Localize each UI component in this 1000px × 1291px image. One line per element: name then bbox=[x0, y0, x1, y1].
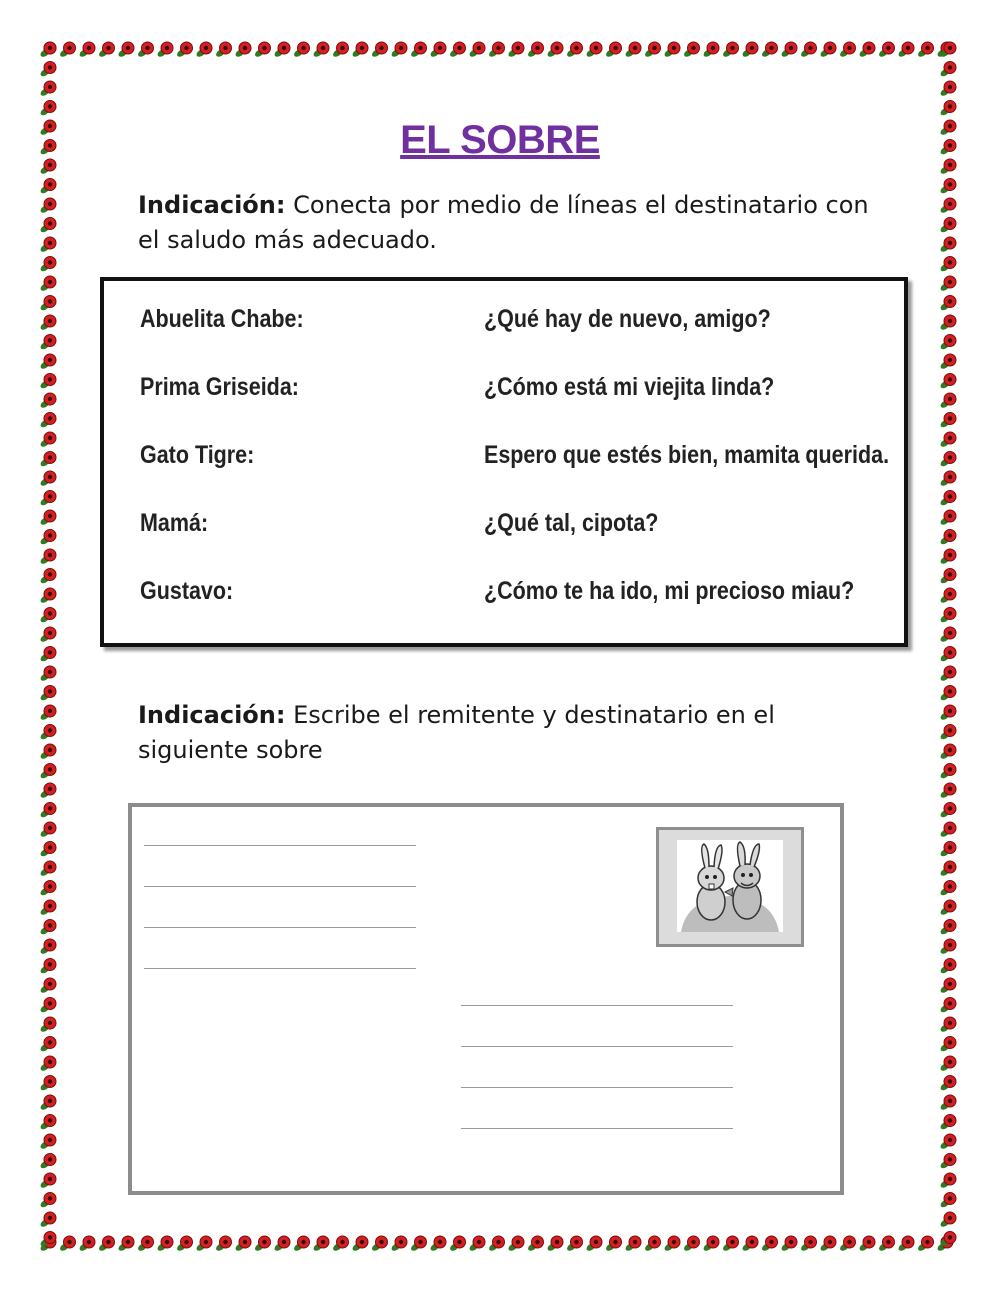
border-flower-icon bbox=[351, 42, 368, 58]
border-flower-icon bbox=[312, 42, 329, 58]
border-flower-icon bbox=[878, 1236, 895, 1252]
border-flower-icon bbox=[761, 1236, 778, 1252]
border-flower-icon bbox=[939, 861, 956, 877]
border-flower-icon bbox=[254, 42, 271, 58]
matching-row bbox=[140, 571, 855, 611]
border-flower-icon bbox=[939, 315, 956, 331]
border-flower-icon bbox=[332, 42, 349, 58]
border-flower-icon bbox=[939, 413, 956, 429]
border-flower-icon bbox=[195, 42, 212, 58]
border-flower-icon bbox=[39, 881, 56, 897]
border-flower-icon bbox=[939, 686, 956, 702]
border-flower-icon bbox=[468, 1236, 485, 1252]
border-flower-icon bbox=[332, 1236, 349, 1252]
border-flower-icon bbox=[98, 1236, 115, 1252]
border-flower-icon bbox=[39, 374, 56, 390]
border-flower-icon bbox=[939, 452, 956, 468]
border-flower-icon bbox=[897, 42, 914, 58]
border-flower-icon bbox=[39, 276, 56, 292]
matching-box bbox=[100, 277, 908, 647]
border-flower-icon bbox=[939, 276, 956, 292]
border-flower-icon bbox=[59, 42, 76, 58]
border-flower-icon bbox=[195, 1236, 212, 1252]
border-flower-icon bbox=[683, 42, 700, 58]
border-flower-icon bbox=[449, 1236, 466, 1252]
border-flower-icon bbox=[939, 549, 956, 565]
border-flower-icon bbox=[939, 179, 956, 195]
border-flower-icon bbox=[839, 42, 856, 58]
border-flower-icon bbox=[39, 705, 56, 721]
border-flower-icon bbox=[939, 198, 956, 214]
border-flower-icon bbox=[39, 354, 56, 370]
border-flower-icon bbox=[39, 218, 56, 234]
bunnies-stamp-icon bbox=[677, 840, 783, 932]
border-flower-icon bbox=[488, 1236, 505, 1252]
border-flower-icon bbox=[39, 296, 56, 312]
border-flower-icon bbox=[410, 42, 427, 58]
instruction-text: Escribe el remitente y destinatario en el siguiente sobre bbox=[138, 701, 775, 764]
border-flower-icon bbox=[546, 42, 563, 58]
border-flower-icon bbox=[39, 510, 56, 526]
envelope bbox=[128, 803, 844, 1195]
border-flower-icon bbox=[39, 627, 56, 643]
recipient-label[interactable]: Prima Griseida: bbox=[140, 373, 299, 401]
border-flower-icon bbox=[78, 42, 95, 58]
border-flower-icon bbox=[234, 1236, 251, 1252]
border-flower-icon bbox=[939, 920, 956, 936]
border-flower-icon bbox=[39, 315, 56, 331]
border-flower-icon bbox=[939, 393, 956, 409]
border-flower-icon bbox=[39, 861, 56, 877]
border-flower-icon bbox=[254, 1236, 271, 1252]
border-flower-icon bbox=[939, 998, 956, 1014]
border-flower-icon bbox=[939, 666, 956, 682]
border-flower-icon bbox=[39, 237, 56, 253]
flower-border-left bbox=[38, 38, 60, 1254]
instruction-text: Conecta por medio de líneas el destinatario con el saludo más adecuado. bbox=[138, 191, 869, 254]
border-flower-icon bbox=[939, 81, 956, 97]
border-flower-icon bbox=[39, 1095, 56, 1111]
border-flower-icon bbox=[939, 900, 956, 916]
border-flower-icon bbox=[312, 1236, 329, 1252]
border-flower-icon bbox=[585, 1236, 602, 1252]
border-flower-icon bbox=[527, 42, 544, 58]
border-flower-icon bbox=[39, 1115, 56, 1131]
sender-line[interactable] bbox=[144, 845, 416, 846]
border-flower-icon bbox=[59, 1236, 76, 1252]
border-flower-icon bbox=[939, 783, 956, 799]
border-flower-icon bbox=[39, 744, 56, 760]
matching-row bbox=[140, 367, 802, 407]
border-flower-icon bbox=[939, 354, 956, 370]
border-flower-icon bbox=[878, 42, 895, 58]
border-flower-icon bbox=[566, 1236, 583, 1252]
border-flower-icon bbox=[98, 42, 115, 58]
border-flower-icon bbox=[858, 42, 875, 58]
recipient-line[interactable] bbox=[461, 1128, 733, 1129]
border-flower-icon bbox=[273, 1236, 290, 1252]
border-flower-icon bbox=[917, 1236, 934, 1252]
border-flower-icon bbox=[939, 101, 956, 117]
instruction-envelope bbox=[138, 698, 878, 768]
stamp bbox=[656, 827, 804, 947]
recipient-line[interactable] bbox=[461, 1046, 733, 1047]
border-flower-icon bbox=[939, 471, 956, 487]
border-flower-icon bbox=[176, 42, 193, 58]
border-flower-icon bbox=[39, 959, 56, 975]
border-flower-icon bbox=[800, 42, 817, 58]
border-flower-icon bbox=[819, 42, 836, 58]
border-flower-icon bbox=[939, 588, 956, 604]
matching-row bbox=[140, 503, 802, 543]
border-flower-icon bbox=[429, 42, 446, 58]
border-flower-icon bbox=[819, 1236, 836, 1252]
border-flower-icon bbox=[939, 842, 956, 858]
border-flower-icon bbox=[234, 42, 251, 58]
border-flower-icon bbox=[800, 1236, 817, 1252]
border-flower-icon bbox=[939, 62, 956, 78]
greeting-label[interactable]: Espero que estés bien, mamita querida. bbox=[484, 441, 890, 469]
border-flower-icon bbox=[39, 471, 56, 487]
greeting-label[interactable]: ¿Cómo te ha ido, mi precioso miau? bbox=[484, 577, 855, 605]
border-flower-icon bbox=[722, 42, 739, 58]
border-flower-icon bbox=[351, 1236, 368, 1252]
border-flower-icon bbox=[39, 1173, 56, 1189]
border-flower-icon bbox=[39, 491, 56, 507]
instruction-matching bbox=[138, 188, 878, 258]
border-flower-icon bbox=[939, 491, 956, 507]
instruction-label: Indicación: bbox=[138, 191, 286, 219]
border-flower-icon bbox=[39, 393, 56, 409]
border-flower-icon bbox=[939, 510, 956, 526]
border-flower-icon bbox=[39, 1076, 56, 1092]
border-flower-icon bbox=[39, 1154, 56, 1170]
border-flower-icon bbox=[605, 42, 622, 58]
border-flower-icon bbox=[939, 1212, 956, 1228]
greeting-label[interactable]: ¿Qué tal, cipota? bbox=[484, 509, 659, 537]
border-flower-icon bbox=[390, 42, 407, 58]
border-flower-icon bbox=[39, 783, 56, 799]
border-flower-icon bbox=[371, 42, 388, 58]
border-flower-icon bbox=[449, 42, 466, 58]
border-flower-icon bbox=[939, 237, 956, 253]
border-flower-icon bbox=[939, 705, 956, 721]
border-flower-icon bbox=[39, 842, 56, 858]
border-flower-icon bbox=[293, 42, 310, 58]
border-flower-icon bbox=[780, 42, 797, 58]
border-flower-icon bbox=[939, 432, 956, 448]
border-flower-icon bbox=[624, 42, 641, 58]
border-flower-icon bbox=[39, 998, 56, 1014]
border-flower-icon bbox=[137, 42, 154, 58]
border-flower-icon bbox=[39, 803, 56, 819]
border-flower-icon bbox=[939, 1037, 956, 1053]
border-flower-icon bbox=[215, 42, 232, 58]
border-flower-icon bbox=[39, 666, 56, 682]
border-flower-icon bbox=[39, 686, 56, 702]
border-flower-icon bbox=[939, 959, 956, 975]
border-flower-icon bbox=[273, 42, 290, 58]
border-flower-icon bbox=[722, 1236, 739, 1252]
page-title: EL SOBRE bbox=[400, 118, 600, 162]
border-flower-icon bbox=[39, 549, 56, 565]
border-flower-icon bbox=[371, 1236, 388, 1252]
border-flower-icon bbox=[39, 978, 56, 994]
border-flower-icon bbox=[939, 744, 956, 760]
recipient-line[interactable] bbox=[461, 1087, 733, 1088]
flower-border-top bbox=[38, 38, 960, 60]
border-flower-icon bbox=[939, 218, 956, 234]
border-flower-icon bbox=[507, 1236, 524, 1252]
border-flower-icon bbox=[410, 1236, 427, 1252]
border-flower-icon bbox=[939, 608, 956, 624]
border-flower-icon bbox=[39, 822, 56, 838]
border-flower-icon bbox=[939, 1173, 956, 1189]
border-flower-icon bbox=[663, 1236, 680, 1252]
border-flower-icon bbox=[939, 1134, 956, 1150]
border-flower-icon bbox=[39, 452, 56, 468]
border-flower-icon bbox=[39, 62, 56, 78]
border-flower-icon bbox=[858, 1236, 875, 1252]
border-flower-icon bbox=[939, 335, 956, 351]
flower-border-bottom bbox=[38, 1232, 960, 1254]
border-flower-icon bbox=[939, 1017, 956, 1033]
matching-row bbox=[140, 299, 802, 339]
border-flower-icon bbox=[939, 803, 956, 819]
sender-line[interactable] bbox=[144, 886, 416, 887]
border-flower-icon bbox=[939, 1076, 956, 1092]
border-flower-icon bbox=[939, 1193, 956, 1209]
border-flower-icon bbox=[39, 42, 56, 58]
border-flower-icon bbox=[663, 42, 680, 58]
recipient-line[interactable] bbox=[461, 1005, 733, 1006]
border-flower-icon bbox=[488, 42, 505, 58]
border-flower-icon bbox=[39, 179, 56, 195]
border-flower-icon bbox=[78, 1236, 95, 1252]
recipient-label[interactable]: Gato Tigre: bbox=[140, 441, 255, 469]
border-flower-icon bbox=[39, 101, 56, 117]
border-flower-icon bbox=[527, 1236, 544, 1252]
border-flower-icon bbox=[939, 881, 956, 897]
border-flower-icon bbox=[39, 764, 56, 780]
border-flower-icon bbox=[39, 1037, 56, 1053]
border-flower-icon bbox=[939, 627, 956, 643]
border-flower-icon bbox=[39, 1212, 56, 1228]
border-flower-icon bbox=[939, 1154, 956, 1170]
border-flower-icon bbox=[939, 569, 956, 585]
border-flower-icon bbox=[39, 588, 56, 604]
border-flower-icon bbox=[939, 1056, 956, 1072]
recipient-label[interactable]: Gustavo: bbox=[140, 577, 234, 605]
border-flower-icon bbox=[39, 725, 56, 741]
border-flower-icon bbox=[39, 647, 56, 663]
border-flower-icon bbox=[939, 822, 956, 838]
border-flower-icon bbox=[702, 42, 719, 58]
border-flower-icon bbox=[644, 1236, 661, 1252]
border-flower-icon bbox=[293, 1236, 310, 1252]
border-flower-icon bbox=[939, 978, 956, 994]
border-flower-icon bbox=[215, 1236, 232, 1252]
border-flower-icon bbox=[429, 1236, 446, 1252]
border-flower-icon bbox=[39, 1056, 56, 1072]
border-flower-icon bbox=[566, 42, 583, 58]
border-flower-icon bbox=[39, 530, 56, 546]
border-flower-icon bbox=[683, 1236, 700, 1252]
greeting-label[interactable]: ¿Cómo está mi viejita linda? bbox=[484, 373, 775, 401]
border-flower-icon bbox=[390, 1236, 407, 1252]
border-flower-icon bbox=[939, 764, 956, 780]
border-flower-icon bbox=[176, 1236, 193, 1252]
border-flower-icon bbox=[702, 1236, 719, 1252]
border-flower-icon bbox=[39, 257, 56, 273]
border-flower-icon bbox=[137, 1236, 154, 1252]
border-flower-icon bbox=[39, 939, 56, 955]
border-flower-icon bbox=[761, 42, 778, 58]
border-flower-icon bbox=[939, 939, 956, 955]
border-flower-icon bbox=[939, 1232, 956, 1248]
border-flower-icon bbox=[156, 42, 173, 58]
greeting-label[interactable]: ¿Qué hay de nuevo, amigo? bbox=[484, 305, 771, 333]
recipient-label[interactable]: Abuelita Chabe: bbox=[140, 305, 304, 333]
border-flower-icon bbox=[644, 42, 661, 58]
recipient-label[interactable]: Mamá: bbox=[140, 509, 209, 537]
border-flower-icon bbox=[605, 1236, 622, 1252]
flower-border-right bbox=[938, 38, 960, 1254]
border-flower-icon bbox=[39, 608, 56, 624]
border-flower-icon bbox=[939, 257, 956, 273]
sender-line[interactable] bbox=[144, 968, 416, 969]
border-flower-icon bbox=[117, 42, 134, 58]
border-flower-icon bbox=[39, 198, 56, 214]
border-flower-icon bbox=[39, 81, 56, 97]
border-flower-icon bbox=[507, 42, 524, 58]
border-flower-icon bbox=[939, 647, 956, 663]
border-flower-icon bbox=[939, 1115, 956, 1131]
border-flower-icon bbox=[546, 1236, 563, 1252]
border-flower-icon bbox=[39, 920, 56, 936]
matching-row bbox=[140, 435, 890, 475]
border-flower-icon bbox=[897, 1236, 914, 1252]
border-flower-icon bbox=[741, 42, 758, 58]
border-flower-icon bbox=[939, 530, 956, 546]
border-flower-icon bbox=[156, 1236, 173, 1252]
border-flower-icon bbox=[624, 1236, 641, 1252]
border-flower-icon bbox=[939, 725, 956, 741]
border-flower-icon bbox=[939, 296, 956, 312]
border-flower-icon bbox=[117, 1236, 134, 1252]
border-flower-icon bbox=[39, 1232, 56, 1248]
border-flower-icon bbox=[741, 1236, 758, 1252]
border-flower-icon bbox=[468, 42, 485, 58]
border-flower-icon bbox=[39, 900, 56, 916]
border-flower-icon bbox=[939, 1095, 956, 1111]
border-flower-icon bbox=[939, 374, 956, 390]
border-flower-icon bbox=[780, 1236, 797, 1252]
border-flower-icon bbox=[39, 1134, 56, 1150]
border-flower-icon bbox=[917, 42, 934, 58]
border-flower-icon bbox=[39, 1017, 56, 1033]
border-flower-icon bbox=[39, 432, 56, 448]
border-flower-icon bbox=[939, 42, 956, 58]
border-flower-icon bbox=[39, 569, 56, 585]
border-flower-icon bbox=[39, 413, 56, 429]
stamp-picture bbox=[677, 840, 783, 932]
border-flower-icon bbox=[839, 1236, 856, 1252]
border-flower-icon bbox=[39, 1193, 56, 1209]
border-flower-icon bbox=[585, 42, 602, 58]
instruction-label: Indicación: bbox=[138, 701, 286, 729]
sender-line[interactable] bbox=[144, 927, 416, 928]
border-flower-icon bbox=[39, 335, 56, 351]
